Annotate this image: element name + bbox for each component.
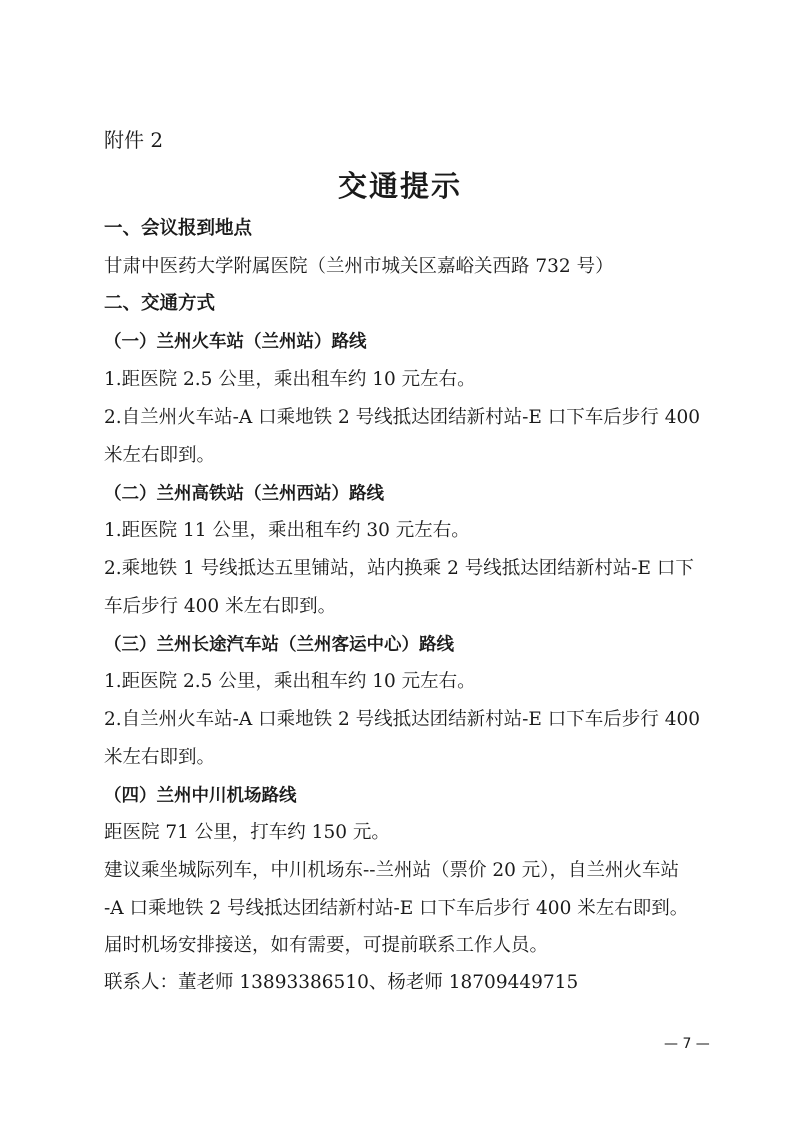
route2-item2-line1: 2.乘地铁 1 号线抵达五里铺站，站内换乘 2 号线抵达团结新村站-E 口下 <box>104 558 694 579</box>
route3-item2-line1: 2.自兰州火车站-A 口乘地铁 2 号线抵达团结新村站-E 口下车后步行 400 <box>104 709 701 730</box>
section-heading-transport: 二、交通方式 <box>104 293 216 314</box>
contact-info: 联系人：董老师 13893386510、杨老师 18709449715 <box>104 972 579 993</box>
route-heading-train-station: （一）兰州火车站（兰州站）路线 <box>104 332 367 352</box>
route2-item1: 1.距医院 11 公里，乘出租车约 30 元左右。 <box>104 520 470 541</box>
route2-item2-line2: 车后步行 400 米左右即到。 <box>104 596 337 617</box>
route4-suggest-line1: 建议乘坐城际列车，中川机场东--兰州站（票价 20 元），自兰州火车站 <box>104 860 680 881</box>
route1-item1: 1.距医院 2.5 公里，乘出租车约 10 元左右。 <box>104 369 476 390</box>
page-title: 交通提示 <box>337 169 462 203</box>
route4-pickup-note: 届时机场安排接送，如有需要，可提前联系工作人员。 <box>104 935 549 956</box>
route4-distance: 距医院 71 公里，打车约 150 元。 <box>104 822 390 843</box>
route1-item2-line2: 米左右即到。 <box>104 445 216 466</box>
route4-suggest-line2: -A 口乘地铁 2 号线抵达团结新村站-E 口下车后步行 400 米左右即到。 <box>104 898 689 919</box>
page-number: — 7 — <box>664 1036 710 1052</box>
route-heading-high-speed-rail: （二）兰州高铁站（兰州西站）路线 <box>104 484 384 504</box>
route3-item1: 1.距医院 2.5 公里，乘出租车约 10 元左右。 <box>104 671 476 692</box>
route-heading-bus-station: （三）兰州长途汽车站（兰州客运中心）路线 <box>104 635 454 655</box>
venue-address: 甘肃中医药大学附属医院（兰州市城关区嘉峪关西路 732 号） <box>104 256 614 277</box>
route-heading-airport: （四）兰州中川机场路线 <box>104 786 297 806</box>
route1-item2-line1: 2.自兰州火车站-A 口乘地铁 2 号线抵达团结新村站-E 口下车后步行 400 <box>104 407 701 428</box>
route3-item2-line2: 米左右即到。 <box>104 747 216 768</box>
attachment-label: 附件 2 <box>104 128 164 152</box>
section-heading-venue: 一、会议报到地点 <box>104 218 253 239</box>
